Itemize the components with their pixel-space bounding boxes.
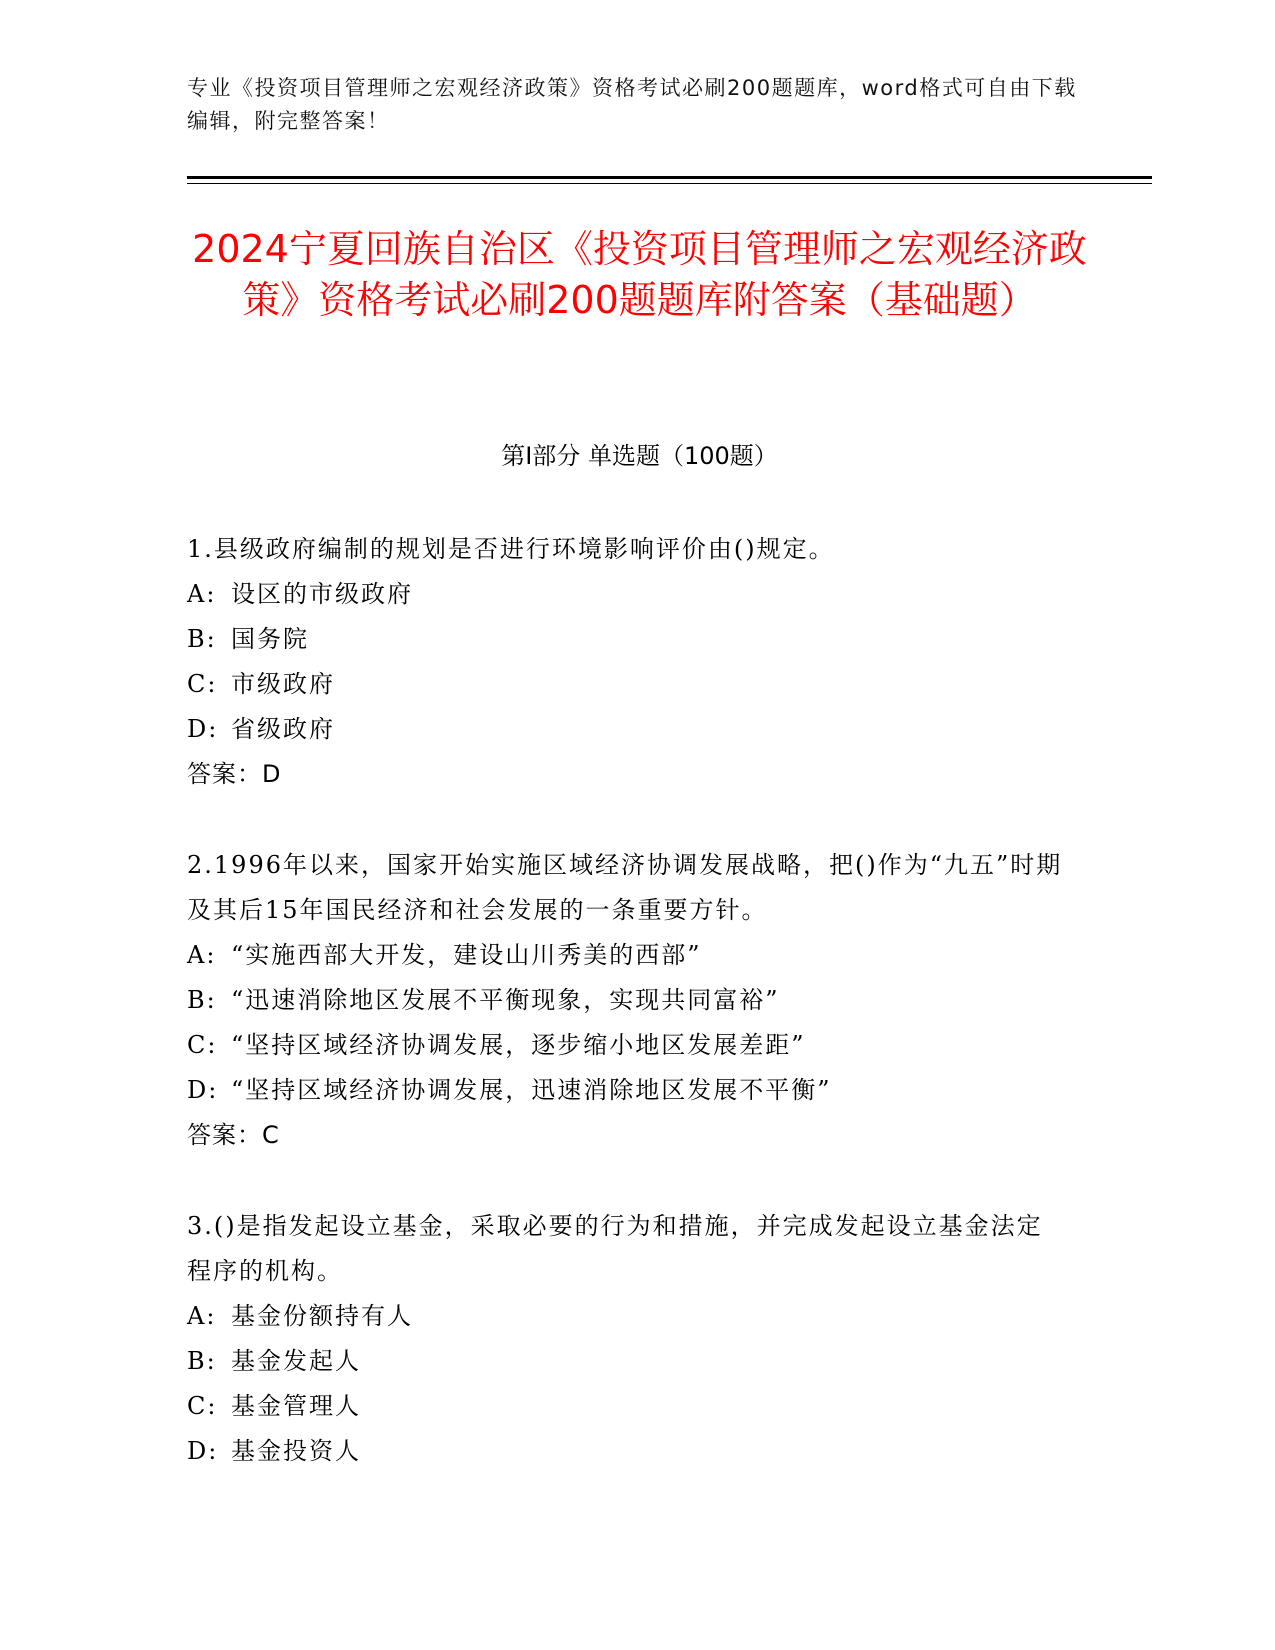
- option-text: “迅速消除地区发展不平衡现象，实现共同富裕”: [231, 986, 780, 1014]
- option-key: A:: [187, 580, 217, 608]
- option-d: [187, 1429, 1067, 1474]
- option-c: [187, 1023, 1067, 1068]
- header-divider-thick: [187, 176, 1152, 179]
- question-3: [187, 1204, 1067, 1474]
- option-text: “实施西部大开发，建设山川秀美的西部”: [231, 941, 702, 969]
- option-b: [187, 1339, 1067, 1384]
- section-title: 第Ⅰ部分 单选题（100题）: [501, 442, 778, 470]
- option-key: B:: [187, 986, 217, 1014]
- option-key: D:: [187, 1437, 219, 1465]
- option-a: [187, 933, 1067, 978]
- question-2: [187, 843, 1067, 1158]
- question-1: [187, 527, 1067, 797]
- document-title: 2024宁夏回族自治区《投资项目管理师之宏观经济政策》资格考试必刷200题题库附答案（基础题）: [192, 227, 1087, 322]
- option-c: [187, 662, 1067, 707]
- option-key: D:: [187, 1076, 219, 1104]
- option-d: [187, 707, 1067, 752]
- question-stem: 1.县级政府编制的规划是否进行环境影响评价由()规定。: [187, 535, 835, 563]
- option-key: A:: [187, 1302, 217, 1330]
- option-key: B:: [187, 1347, 217, 1375]
- option-d: [187, 1068, 1067, 1113]
- question-stem: 3.()是指发起设立基金，采取必要的行为和措施，并完成发起设立基金法定程序的机构。: [187, 1212, 1043, 1285]
- option-b: [187, 617, 1067, 662]
- option-text: “坚持区域经济协调发展，迅速消除地区发展不平衡”: [231, 1076, 832, 1104]
- option-a: [187, 1294, 1067, 1339]
- option-b: [187, 978, 1067, 1023]
- option-text: 市级政府: [231, 670, 335, 698]
- option-text: 基金投资人: [231, 1437, 361, 1465]
- option-text: 设区的市级政府: [231, 580, 413, 608]
- option-text: 国务院: [231, 625, 309, 653]
- answer-label: 答案：D: [187, 760, 282, 788]
- option-text: 基金份额持有人: [231, 1302, 413, 1330]
- option-key: C:: [187, 670, 218, 698]
- option-key: D:: [187, 715, 219, 743]
- option-text: 省级政府: [231, 715, 335, 743]
- option-key: B:: [187, 625, 217, 653]
- option-text: “坚持区域经济协调发展，逐步缩小地区发展差距”: [231, 1031, 806, 1059]
- option-c: [187, 1384, 1067, 1429]
- option-key: A:: [187, 941, 217, 969]
- header-divider-thin: [187, 183, 1152, 184]
- answer-label: 答案：C: [187, 1121, 280, 1149]
- option-a: [187, 572, 1067, 617]
- header-note: 专业《投资项目管理师之宏观经济政策》资格考试必刷200题题库，word格式可自由下载编辑，附完整答案！: [187, 76, 1077, 133]
- option-key: C:: [187, 1392, 218, 1420]
- option-text: 基金发起人: [231, 1347, 361, 1375]
- option-text: 基金管理人: [231, 1392, 361, 1420]
- option-key: C:: [187, 1031, 218, 1059]
- question-stem: 2.1996年以来，国家开始实施区域经济协调发展战略，把()作为“九五”时期及其后15年国民经济和社会发展的一条重要方针。: [187, 851, 1063, 924]
- question-list: [187, 527, 1067, 1520]
